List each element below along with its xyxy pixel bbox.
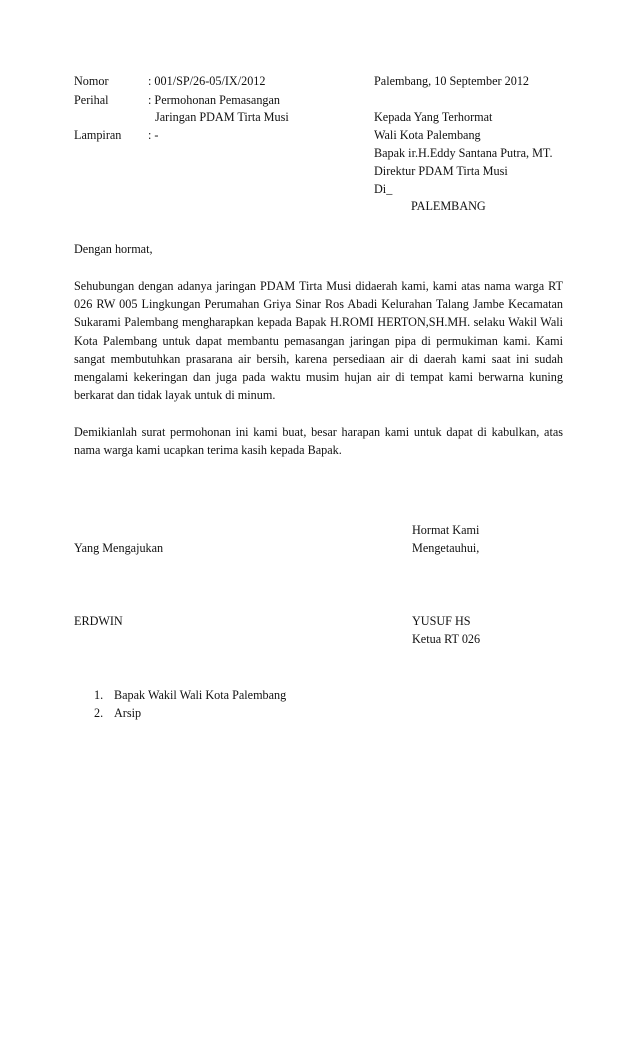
- recipient-line-3: Bapak ir.H.Eddy Santana Putra, MT.: [374, 146, 553, 160]
- list-item-text: Bapak Wakil Wali Kota Palembang: [114, 688, 287, 702]
- perihal-value-continued: Jaringan PDAM Tirta Musi: [155, 110, 289, 124]
- lampiran-label: Lampiran: [74, 128, 122, 142]
- recipient-line-5: Di_: [374, 182, 393, 196]
- nomor-value: : 001/SP/26-05/IX/2012: [148, 74, 266, 88]
- cc-list: [94, 686, 286, 722]
- list-item: [94, 686, 286, 704]
- greeting: Dengan hormat,: [74, 242, 153, 256]
- list-item-text: Arsip: [114, 706, 142, 720]
- recipient-line-2: Wali Kota Palembang: [374, 128, 481, 142]
- paragraph-main: Sehubungan dengan adanya jaringan PDAM Tirta Musi didaerah kami, kami atas nama warga RT 026 RW 005 Lingkungan Perumahan Griya Sinar Ros Abadi Kelurahan Talang Jambe Kecamatan Sukarami Palembang mengharapkan kepada Bapak H.ROMI HERTON,SH.MH. selaku Wakil Wali Kota Palembang untuk dapat membantu pemasangan jaringan pipa di permukiman kami. Kami sangat membutuhkan prasarana air bersih, karena persediaan air di daerah kami saat ini sudah mengalami kekeringan dan juga pada waktu musim hujan air di tempat kami berwarna kuning berkarat dan tidak layak untuk di minum.: [74, 279, 563, 403]
- recipient-city: PALEMBANG: [411, 199, 486, 213]
- recipient-line-4: Direktur PDAM Tirta Musi: [374, 164, 508, 178]
- recipient-line-1: Kepada Yang Terhormat: [374, 110, 493, 124]
- acknowledger-label: Mengetauhui,: [412, 541, 480, 555]
- closing-salutation: Hormat Kami: [412, 523, 480, 537]
- list-item: [94, 704, 286, 722]
- perihal-value: : Permohonan Pemasangan: [148, 93, 281, 107]
- applicant-name: ERDWIN: [74, 614, 123, 628]
- perihal-label: Perihal: [74, 93, 109, 107]
- applicant-label: Yang Mengajukan: [74, 541, 164, 555]
- list-item-number: 2.: [94, 706, 104, 720]
- list-item-number: 1.: [94, 688, 104, 702]
- place-date: Palembang, 10 September 2012: [374, 74, 530, 88]
- paragraph-closing: Demikianlah surat permohonan ini kami buat, besar harapan kami untuk dapat di kabulkan, atas nama warga kami ucapkan terima kasih kepada Bapak.: [74, 425, 563, 458]
- nomor-label: Nomor: [74, 74, 109, 88]
- acknowledger-name: YUSUF HS: [412, 614, 471, 628]
- lampiran-value: : -: [148, 128, 159, 142]
- acknowledger-title: Ketua RT 026: [412, 632, 481, 646]
